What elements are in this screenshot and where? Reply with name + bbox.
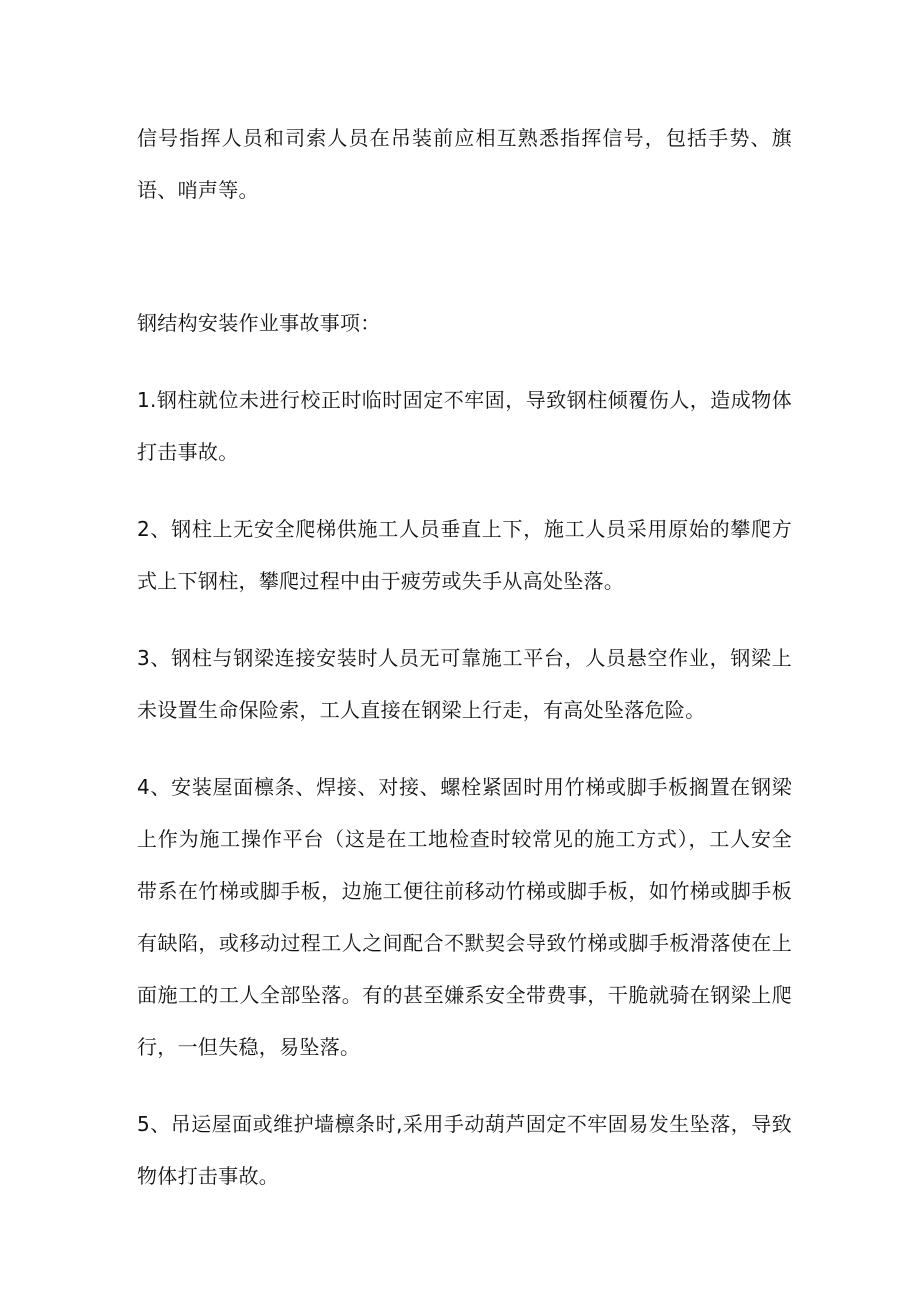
list-item-4: 4、安装屋面檩条、焊接、对接、螺栓紧固时用竹梯或脚手板搁置在钢梁上作为施工操作平台（这是在工地检查时较常见的施工方式），工人安全带系在竹梯或脚手板，边施工便往前移动竹梯或脚手板，如竹梯或脚手板有缺陷，或移动过程工人之间配合不默契会导致竹梯或脚手板滑落使在上面施工的工人全部坠落。有的甚至嫌系安全带费事，干脆就骑在钢梁上爬行，一但失稳，易坠落。 xyxy=(137,775,792,1059)
document-body xyxy=(137,112,792,1202)
section-heading: 钢结构安装作业事故事项： xyxy=(137,311,381,335)
intro-paragraph: 信号指挥人员和司索人员在吊装前应相互熟悉指挥信号，包括手势、旗语、哨声等。 xyxy=(137,126,792,202)
list-item-3: 3、钢柱与钢梁连接安装时人员无可靠施工平台，人员悬空作业，钢梁上未设置生命保险索，工人直接在钢梁上行走，有高处坠落危险。 xyxy=(137,646,792,722)
list-item-5: 5、吊运屋面或维护墙檩条时,采用手动葫芦固定不牢固易发生坠落，导致物体打击事故。 xyxy=(137,1112,792,1188)
list-item-2: 2、钢柱上无安全爬梯供施工人员垂直上下，施工人员采用原始的攀爬方式上下钢柱，攀爬过程中由于疲劳或失手从高处坠落。 xyxy=(137,517,792,593)
list-item-1: 1.钢柱就位未进行校正时临时固定不牢固，导致钢柱倾覆伤人，造成物体打击事故。 xyxy=(137,388,792,464)
